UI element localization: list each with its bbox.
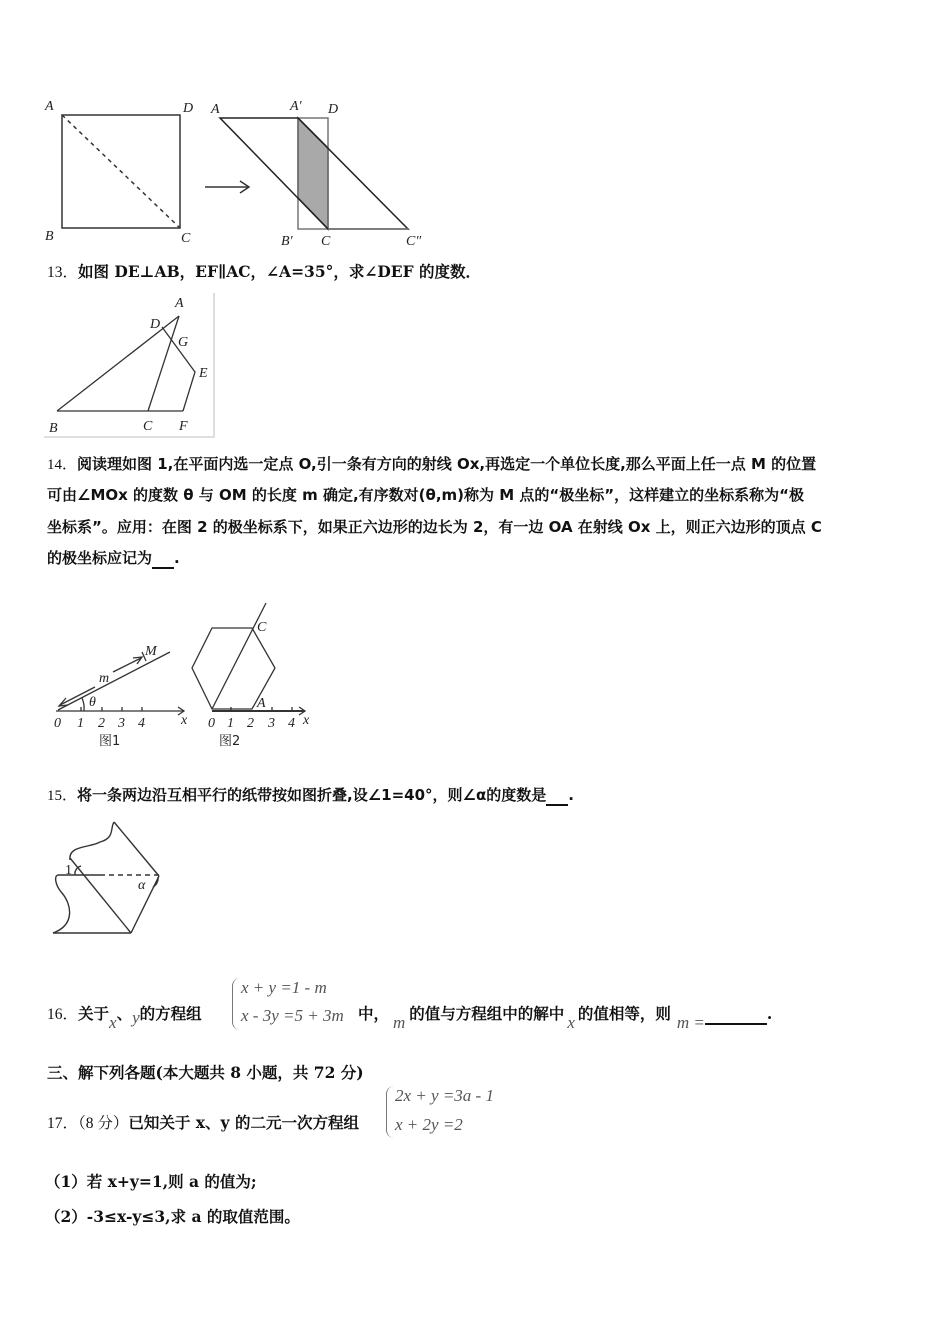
- question-text-line: 坐标系”。应用：在图 2 的极坐标系下，如果正六边形的边长为 2，有一边 OA 在射线 Ox 上，则正六边形的顶点 C: [47, 518, 822, 536]
- label-a: A: [257, 696, 266, 711]
- tick-label: 4: [288, 716, 295, 731]
- sub-question-1: （1）若 x+y=1,则 a 的值为;: [45, 1172, 257, 1191]
- label-c: C: [143, 419, 153, 434]
- figure-polar-2: [192, 603, 305, 715]
- label-a: A: [175, 296, 184, 311]
- text: 的值与方程组中的解中: [409, 1004, 565, 1023]
- equation-2: x - 3y =5 + 3m: [241, 1006, 344, 1025]
- figure-q13: [44, 293, 214, 437]
- figure-square-fold: [62, 115, 408, 229]
- figure-polar-1: [56, 652, 184, 715]
- text: 关于: [78, 1004, 110, 1023]
- text: 、: [116, 1004, 133, 1023]
- tick-label: 4: [138, 716, 145, 731]
- text: 的值相等，则: [577, 1004, 671, 1023]
- label-a2: A: [211, 102, 220, 117]
- answer-blank: [152, 549, 174, 569]
- equation-1: x + y =1 - m: [241, 978, 327, 997]
- period: .: [766, 1004, 773, 1023]
- question-number: 14．: [47, 457, 78, 473]
- equation-2: x + 2y =2: [395, 1115, 463, 1134]
- equation-1: 2x + y =3a - 1: [395, 1086, 494, 1105]
- polar-1-ticks: [54, 716, 295, 731]
- text: 中，: [358, 1004, 390, 1023]
- text: 的方程组: [139, 1004, 202, 1023]
- label-e: E: [199, 366, 208, 381]
- var-m-equals: m =: [676, 1013, 705, 1032]
- period: .: [174, 549, 180, 567]
- score: （8 分）: [78, 1115, 129, 1132]
- question-text: 将一条两边沿互相平行的纸带按如图折叠,设∠1=40°，则∠α的度数是: [77, 786, 547, 804]
- tick-label: 2: [98, 716, 105, 731]
- period: .: [568, 786, 574, 804]
- label-c2: C: [321, 234, 331, 249]
- question-number: 15．: [47, 788, 78, 804]
- question-text-line: 的极坐标应记为: [47, 549, 153, 567]
- label-f: F: [179, 419, 188, 434]
- question-text: 如图 DE⊥AB，EF∥AC，∠A=35°，求∠DEF 的度数．: [78, 262, 482, 281]
- label-angle-1: 1: [65, 863, 72, 878]
- question-number: 17．: [47, 1115, 79, 1132]
- caption-fig1: 图1: [99, 734, 121, 749]
- label-a-prime: A′: [290, 99, 302, 114]
- label-b: B: [45, 229, 54, 244]
- var-m: m: [393, 1013, 406, 1032]
- label-b-prime: B′: [281, 234, 293, 249]
- question-number: 13．: [47, 264, 79, 281]
- tick-label: 3: [118, 716, 125, 731]
- tick-label: 3: [268, 716, 275, 731]
- tick-label: 1: [77, 716, 84, 731]
- label-g: G: [178, 335, 189, 350]
- question-13: [47, 260, 481, 282]
- question-text: 已知关于 x、y 的二元一次方程组: [128, 1113, 359, 1132]
- tick-label: 0: [54, 716, 61, 731]
- label-angle-alpha: α: [138, 878, 146, 893]
- question-text-line: 阅读理如图 1,在平面内选一定点 O,引一条有方向的射线 Ox,再选定一个单位长度,那么平面上任一点 M 的位置: [77, 455, 817, 473]
- caption-fig2: 图2: [219, 734, 241, 749]
- tick-label: 1: [227, 716, 234, 731]
- tick-label: 0: [208, 716, 215, 731]
- label-c: C: [181, 231, 191, 246]
- var-x: x: [567, 1013, 575, 1032]
- diagonal-ac: [62, 115, 180, 228]
- label-theta: θ: [89, 695, 96, 710]
- label-b: B: [49, 421, 58, 436]
- shaded-region: [298, 118, 328, 229]
- label-c: C: [257, 620, 267, 635]
- question-15: [47, 784, 574, 806]
- label-a: A: [45, 99, 54, 114]
- section-heading: 三、解下列各题(本大题共 8 小题，共 72 分): [47, 1063, 364, 1082]
- label-m-point: M: [145, 644, 157, 659]
- sub-question-2: （2）-3≤x-y≤3,求 a 的取值范围。: [45, 1207, 300, 1226]
- axis-x-label: x: [181, 713, 188, 728]
- answer-blank: [705, 1022, 767, 1025]
- label-d2: D: [328, 102, 339, 117]
- tick-label: 2: [247, 716, 254, 731]
- label-m-length: m: [99, 671, 110, 686]
- question-number: 16．: [47, 1006, 79, 1023]
- axis-x-label: x: [303, 713, 310, 728]
- label-c-prime: C″: [406, 234, 422, 249]
- label-d: D: [183, 101, 194, 116]
- answer-blank: [546, 786, 568, 806]
- label-d: D: [150, 317, 161, 332]
- var-x: x: [109, 1013, 117, 1032]
- question-text-line: 可由∠MOx 的度数 θ 与 OM 的长度 m 确定,有序数对(θ,m)称为 M 点的“极坐标”，这样建立的坐标系称为“极: [47, 486, 804, 504]
- var-y: y: [132, 1008, 140, 1027]
